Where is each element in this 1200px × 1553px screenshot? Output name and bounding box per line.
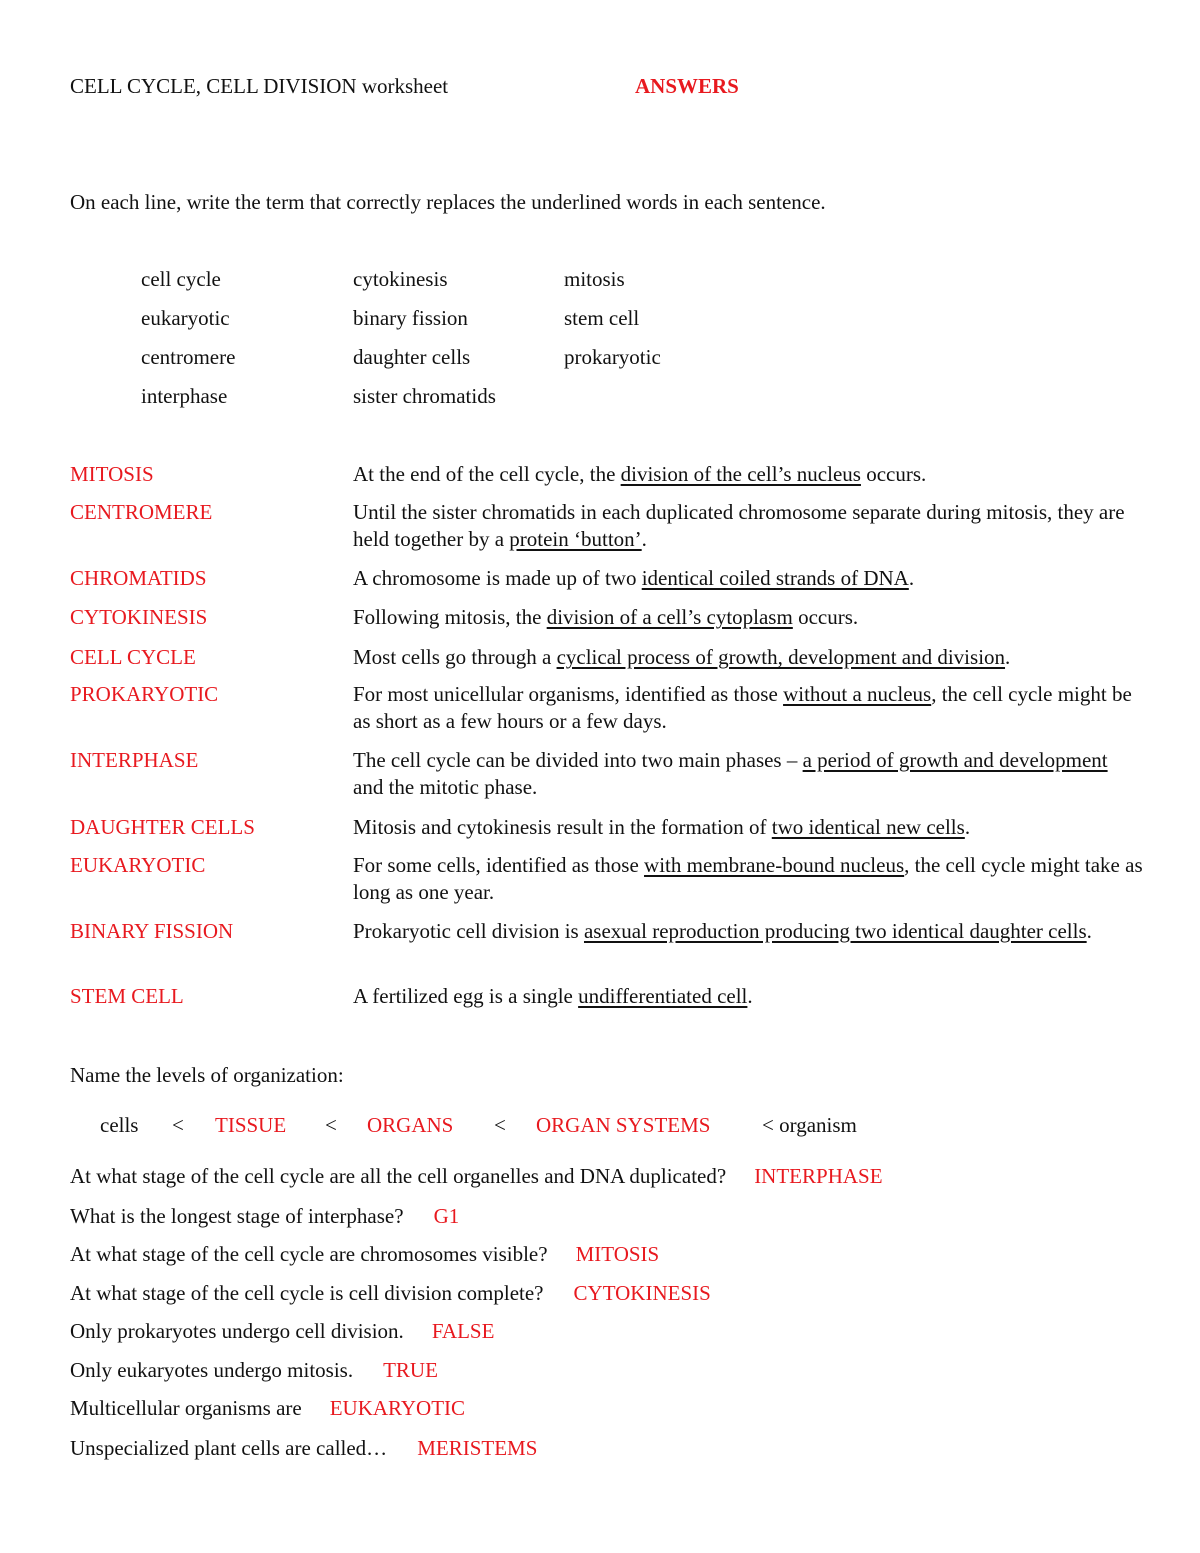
answer-term: CENTROMERE [70,500,213,524]
question-row [70,1395,465,1422]
question-row [70,1241,659,1268]
level-answer: ORGANS [367,1113,454,1137]
sentence: Most cells go through a cyclical process of growth, development and division. [353,645,1011,669]
answer-term: CHROMATIDS [70,566,207,590]
answer-term: CELL CYCLE [70,645,196,669]
level-text: < [494,1113,506,1137]
question-row [70,1435,537,1462]
word-bank-term: cytokinesis [353,267,448,291]
sentence: A fertilized egg is a single undifferentiated cell. [353,984,753,1008]
question-answer: G1 [433,1204,460,1228]
question-text: At what stage of the cell cycle are all the cell organelles and DNA duplicated? [70,1164,727,1188]
answer-term: INTERPHASE [70,748,199,772]
underlined-phrase: identical coiled strands of DNA [641,566,909,590]
question-answer: TRUE [383,1358,438,1382]
sentence: Following mitosis, the division of a cell’s cytoplasm occurs. [353,605,859,629]
answer-term: BINARY FISSION [70,919,234,943]
question-row [70,1318,494,1345]
word-bank-term: binary fission [353,306,468,330]
word-bank-term: centromere [141,345,236,369]
question-text: At what stage of the cell cycle is cell division complete? [70,1281,544,1305]
answer-term: EUKARYOTIC [70,853,206,877]
underlined-phrase: two identical new cells [771,815,965,839]
underlined-phrase: undifferentiated cell [578,984,748,1008]
underlined-phrase: protein ‘button’ [509,527,642,551]
word-bank-term: eukaryotic [141,306,230,330]
question-text: What is the longest stage of interphase? [70,1204,404,1228]
question-answer: FALSE [431,1319,495,1343]
level-answer: ORGAN SYSTEMS [536,1113,711,1137]
underlined-phrase: division of a cell’s cytoplasm [546,605,793,629]
question-text: Only prokaryotes undergo cell division. [70,1319,404,1343]
level-text: < [172,1113,184,1137]
underlined-phrase: division of the cell’s nucleus [620,462,861,486]
word-bank-term: mitosis [564,267,625,291]
underlined-phrase: without a nucleus [783,682,932,706]
underlined-phrase: cyclical process of growth, development and division [556,645,1006,669]
question-text: Only eukaryotes undergo mitosis. [70,1358,354,1382]
answers-label: ANSWERS [635,74,739,98]
sentence: Prokaryotic cell division is asexual reproduction producing two identical daughter cells. [353,919,1092,943]
underlined-phrase: with membrane-bound nucleus [644,853,905,877]
answer-term: DAUGHTER CELLS [70,815,255,839]
question-row [70,1203,459,1230]
question-row [70,1280,711,1307]
word-bank-term: stem cell [564,306,640,330]
question-text: Multicellular organisms are [70,1396,302,1420]
question-row [70,1357,438,1384]
levels-prompt: Name the levels of organization: [70,1063,344,1087]
underlined-phrase: a period of growth and development [802,748,1108,772]
sentence: The cell cycle can be divided into two main phases – a period of growth and development and the mitotic phase. [353,748,1108,799]
word-bank-term: cell cycle [141,267,221,291]
word-bank-term: interphase [141,384,228,408]
sentence: For most unicellular organisms, identified as those without a nucleus, the cell cycle might be as short as a few hours or a few days. [353,682,1132,733]
level-text: < organism [762,1113,857,1137]
sentence: Mitosis and cytokinesis result in the formation of two identical new cells. [353,815,971,839]
level-text: cells [100,1113,139,1137]
sentence: At the end of the cell cycle, the division of the cell’s nucleus occurs. [353,462,927,486]
answer-term: CYTOKINESIS [70,605,208,629]
question-row [70,1163,883,1190]
word-bank-term: sister chromatids [353,384,496,408]
level-answer: TISSUE [215,1113,287,1137]
word-bank-term: daughter cells [353,345,471,369]
question-text: Unspecialized plant cells are called… [70,1436,388,1460]
answer-term: MITOSIS [70,462,154,486]
question-text: At what stage of the cell cycle are chromosomes visible? [70,1242,548,1266]
underlined-phrase: asexual reproduction producing two identical daughter cells [583,919,1087,943]
question-answer: CYTOKINESIS [573,1281,711,1305]
answer-term: PROKARYOTIC [70,682,219,706]
instructions: On each line, write the term that correctly replaces the underlined words in each sentence. [70,190,826,214]
level-text: < [325,1113,337,1137]
question-answer: EUKARYOTIC [329,1396,466,1420]
worksheet-title: CELL CYCLE, CELL DIVISION worksheet [70,74,449,98]
sentence: For some cells, identified as those with membrane-bound nucleus, the cell cycle might take as long as one year. [353,853,1143,904]
question-answer: MERISTEMS [417,1436,538,1460]
word-bank-term: prokaryotic [564,345,661,369]
sentence: A chromosome is made up of two identical coiled strands of DNA. [353,566,915,590]
question-answer: INTERPHASE [754,1164,883,1188]
question-answer: MITOSIS [575,1242,660,1266]
sentence: Until the sister chromatids in each duplicated chromosome separate during mitosis, they are held together by a protein ‘button’. [353,500,1125,551]
answer-term: STEM CELL [70,984,184,1008]
